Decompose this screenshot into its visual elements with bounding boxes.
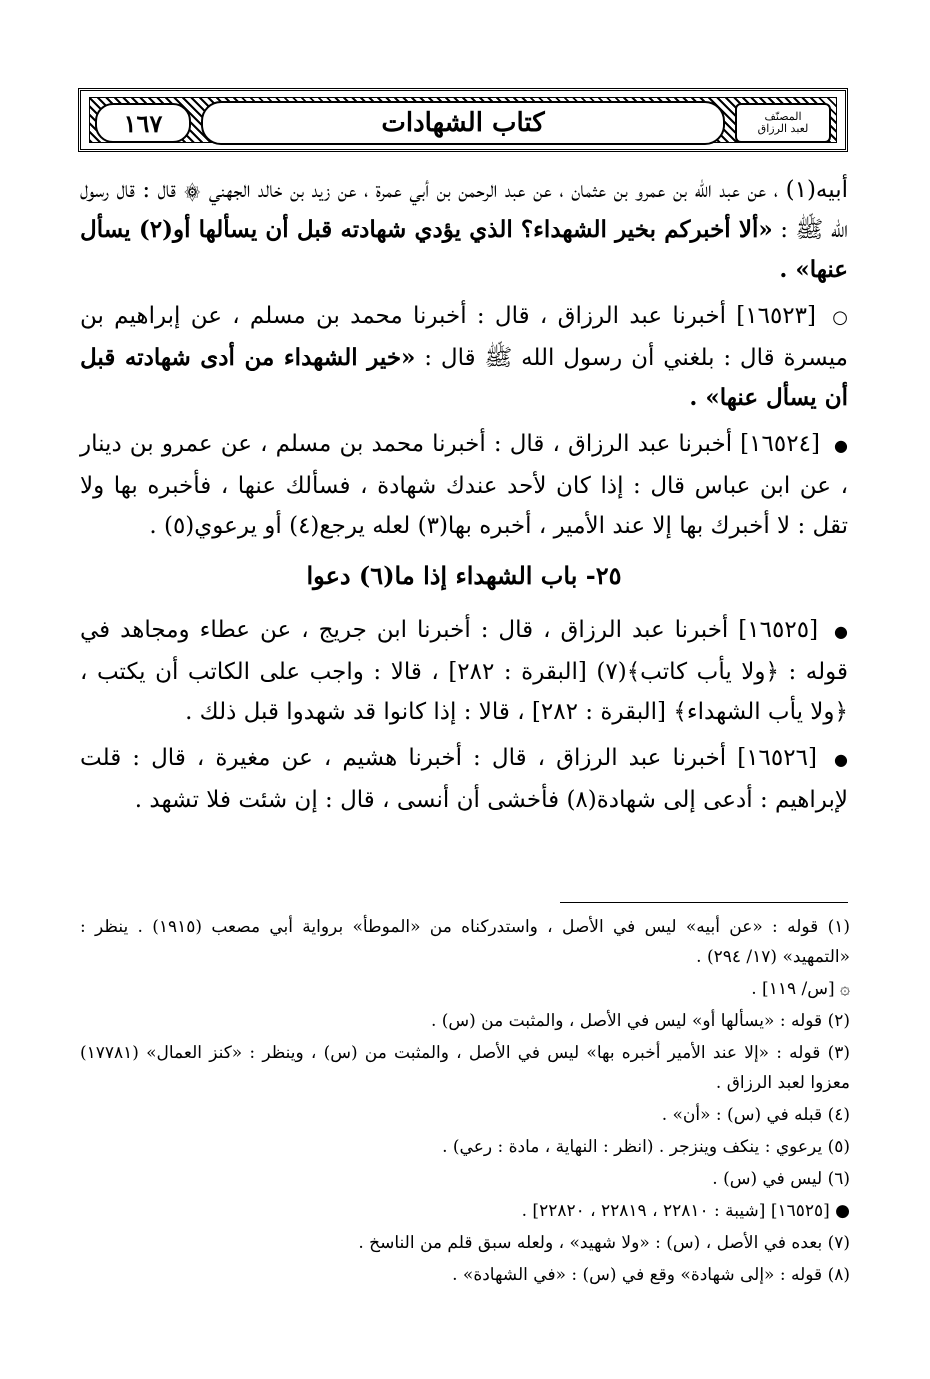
logo xyxy=(758,111,809,135)
logo-badge xyxy=(735,103,831,143)
page-number-badge xyxy=(95,103,191,143)
footnote-2: (٢) قوله : «يسألها أو» ليس في الأصل ، والمثبت من (س) . xyxy=(430,1011,850,1031)
filled-circle-marker: ● xyxy=(834,750,848,769)
paragraph-text: أبيه(١) ، عن عبد الله بن عمرو بن عثمان ، عن عبد الرحمن بن أبي عمرة ، عن زيد بن خالد الجهني ۞ قال : قال رسول الله ﷺ : xyxy=(80,177,849,243)
paragraph-text: [١٦٥٢٥] أخبرنا عبد الرزاق ، قال : أخبرنا ابن جريج ، عن عطاء ومجاهد في قوله : ﴿ولا يأب كاتب﴾(٧) [البقرة : ٢٨٢] ، قالا : واجب على الكاتب أن يكتب ، ﴿ولا يأب الشهداء﴾ [البقرة : ٢٨٢] ، قالا : إذا كانوا قد شهدوا قبل ذلك . xyxy=(80,617,848,725)
main-text xyxy=(80,170,848,826)
footnote-3: (٣) قوله : «إلا عند الأمير أخبره بها» ليس في الأصل ، والمثبت من (س) ، وينظر : «كنز العمال» (١٧٧٨١) معزوا لعبد الرزاق . xyxy=(80,1043,850,1093)
logo-line-2: لعبد الرزاق xyxy=(757,122,809,135)
footnote-6: (٦) ليس في (س) . xyxy=(712,1169,850,1189)
footnote-4: (٤) قبله في (س) : «أن» . xyxy=(661,1105,850,1125)
paragraph-bold-text: «خير الشهداء من أدى شهادته قبل أن يسأل عنها» . xyxy=(80,344,848,411)
footnote-divider xyxy=(560,902,848,903)
footnotes xyxy=(80,912,850,1292)
paragraph-bold-text: «ألا أخبركم بخير الشهداء؟ الذي يؤدي شهادته قبل أن يسألها أو(٢) يسأل عنها» . xyxy=(80,216,848,283)
page-header xyxy=(78,88,848,152)
paragraph-continued xyxy=(80,170,848,290)
section-title: ٢٥- باب الشهداء إذا ما(٦) دعوا xyxy=(306,561,622,590)
paragraph-text: [١٦٥٢٦] أخبرنا عبد الرزاق ، قال : أخبرنا هشيم ، عن مغيرة ، قال : قلت لإبراهيم : أدعى إلى شهادة(٨) فأخشى أن أنسى ، قال : إن شئت فلا تشهد . xyxy=(80,745,848,813)
hadith-16526 xyxy=(80,738,848,820)
book-title-box xyxy=(201,101,725,145)
footnote-5: (٥) يرعوي : ينكف وينزجر . (انظر : النهاية ، مادة : رعي) . xyxy=(442,1137,850,1157)
paragraph-text: [١٦٥٢٤] أخبرنا عبد الرزاق ، قال : أخبرنا محمد بن مسلم ، عن عمرو بن دينار ، عن ابن عباس قال : إذا كان لأحد عندك شهادة ، فسألك عنها ، فأخبره بها ولا تقل : لا أخبرك بها إلا عند الأمير ، أخبره بها(٣) لعله يرجع(٤) أو يرعوي(٥) . xyxy=(80,431,848,539)
filled-circle-marker: ● xyxy=(834,622,848,641)
page-number: ١٦٧ xyxy=(123,108,163,138)
footnote-7: (٧) بعده في الأصل ، (س) : «ولا شهيد» ، ولعله سبق قلم من الناسخ . xyxy=(358,1233,850,1253)
filled-circle-marker: ● xyxy=(834,436,848,455)
footnote-page-ref: ۞ [س/ ١١٩] . xyxy=(751,979,850,999)
footnote-8: (٨) قوله : «إلى شهادة» وقع في (س) : «في الشهادة» . xyxy=(452,1265,850,1285)
footnote-cross-ref: ● [١٦٥٢٥] [شيبة : ٢٢٨١٠ ، ٢٢٨١٩ ، ٢٢٨٢٠] . xyxy=(521,1201,850,1221)
logo-line-1: المصنّف xyxy=(764,110,802,123)
book-title: كتاب الشهادات xyxy=(381,108,545,138)
hadith-16523 xyxy=(80,296,848,418)
hadith-16524 xyxy=(80,424,848,546)
hadith-16525 xyxy=(80,610,848,732)
hollow-circle-marker: ○ xyxy=(832,307,848,328)
footnote-1: (١) قوله : «عن أبيه» ليس في الأصل ، واستدركناه من «الموطأ» برواية أبي مصعب (١٩١٥) . ينظر : «التمهيد» (١٧/ ٢٩٤) . xyxy=(80,917,850,967)
paragraph-text: [١٦٥٢٣] أخبرنا عبد الرزاق ، قال : أخبرنا محمد بن مسلم ، عن إبراهيم بن ميسرة قال : بلغني أن رسول الله ﷺ قال : xyxy=(80,303,848,371)
